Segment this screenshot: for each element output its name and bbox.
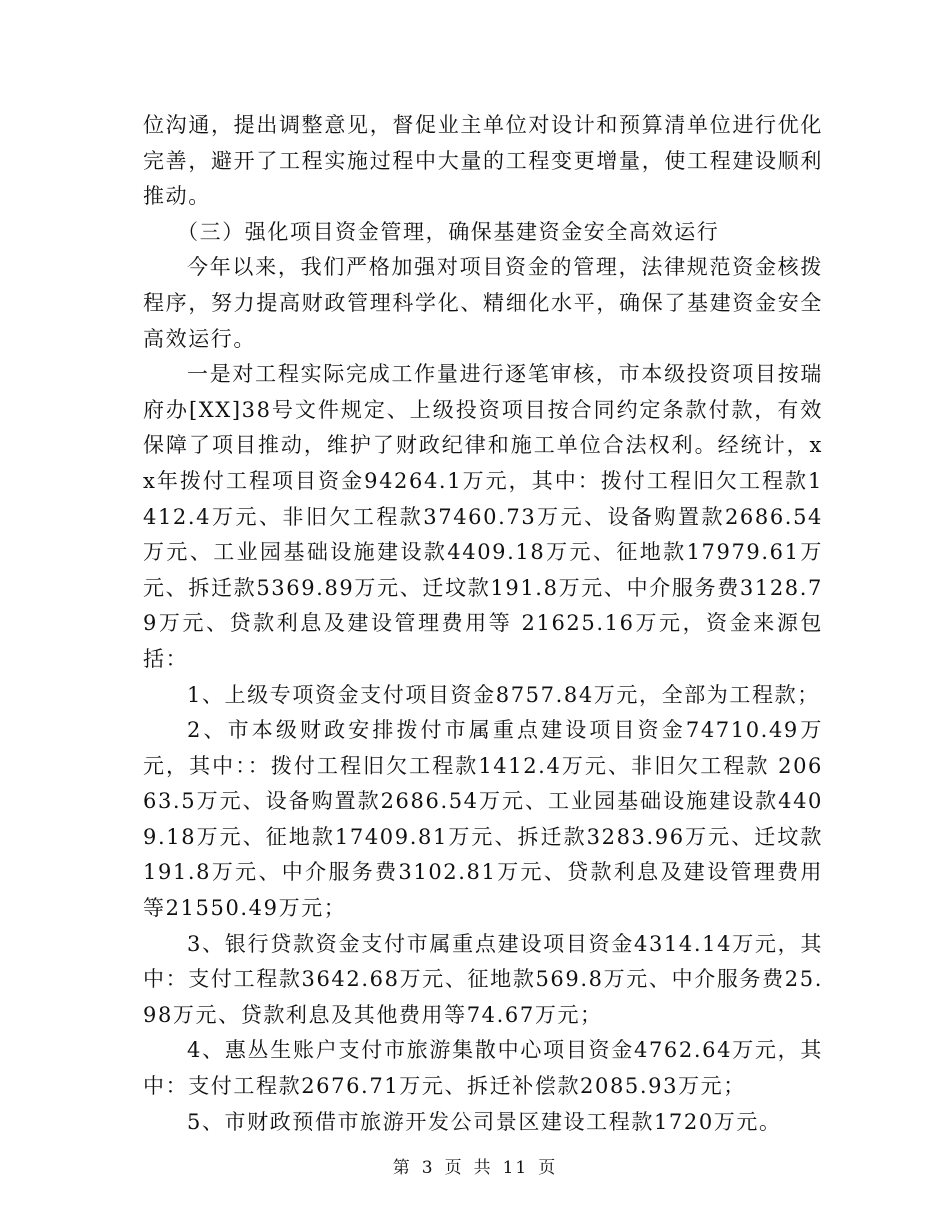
paragraph-intro: 今年以来，我们严格加强对项目资金的管理，法律规范资金核拨程序，努力提高财政管理科学化、精细化水平，确保了基建资金安全高效运行。 (143, 255, 823, 351)
page-footer (0, 1153, 950, 1178)
footer-page-word: 页 (444, 1158, 464, 1178)
document-body (143, 108, 823, 1140)
paragraph-continuation: 位沟通，提出调整意见，督促业主单位对设计和预算清单位进行优化完善，避开了工程实施过程中大量的工程变更增量，使工程建设顺利推动。 (143, 113, 823, 209)
footer-suffix: 页 (538, 1158, 558, 1178)
list-item-3: 3、银行贷款资金支付市属重点建设项目资金4314.14万元，其中：支付工程款3642.68万元、征地款569.8万元、中介服务费25.98万元、贷款利息及其他费用等74.67万元； (143, 931, 823, 1027)
list-item-4: 4、惠丛生账户支付市旅游集散中心项目资金4762.64万元，其中：支付工程款2676.71万元、拆迁补偿款2085.93万元； (143, 1038, 823, 1099)
page-number: 3 (421, 1158, 435, 1178)
section-heading: （三）强化项目资金管理，确保基建资金安全高效运行 (177, 219, 720, 244)
paragraph-audit: 一是对工程实际完成工作量进行逐笔审核，市本级投资项目按瑞府办[XX]38号文件规定、上级投资项目按合同约定条款付款，有效保障了项目推动，维护了财政纪律和施工单位合法权利。经统计，xx年拨付工程项目资金94264.1万元，其中：拨付工程旧欠工程款1412.4万元、非旧欠工程款37460.73万元、设备购置款2686.54万元、工业园基础设施建设款4409.18万元、征地款17979.61万元、拆迁款5369.89万元、迁坟款191.8万元、中介服务费3128.79万元、贷款利息及建设管理费用等 21625.16万元，资金来源包括： (143, 362, 823, 671)
list-item-5: 5、市财政预借市旅游开发公司景区建设工程款1720万元。 (187, 1109, 782, 1134)
list-item-1: 1、上级专项资金支付项目资金8757.84万元，全部为工程款； (187, 682, 820, 707)
footer-prefix: 第 (392, 1158, 412, 1178)
total-pages: 11 (502, 1158, 529, 1178)
footer-total-word: 共 (473, 1158, 493, 1178)
list-item-2: 2、市本级财政安排拨付市属重点建设项目资金74710.49万元，其中：：拨付工程旧欠工程款1412.4万元、非旧欠工程款 20663.5万元、设备购置款2686.54万元、工业园基础设施建设款4409.18万元、征地款17409.81万元、拆迁款3283.96万元、迁坟款191.8万元、中介服务费3102.81万元、贷款利息及建设管理费用等21550.49万元； (143, 718, 823, 921)
